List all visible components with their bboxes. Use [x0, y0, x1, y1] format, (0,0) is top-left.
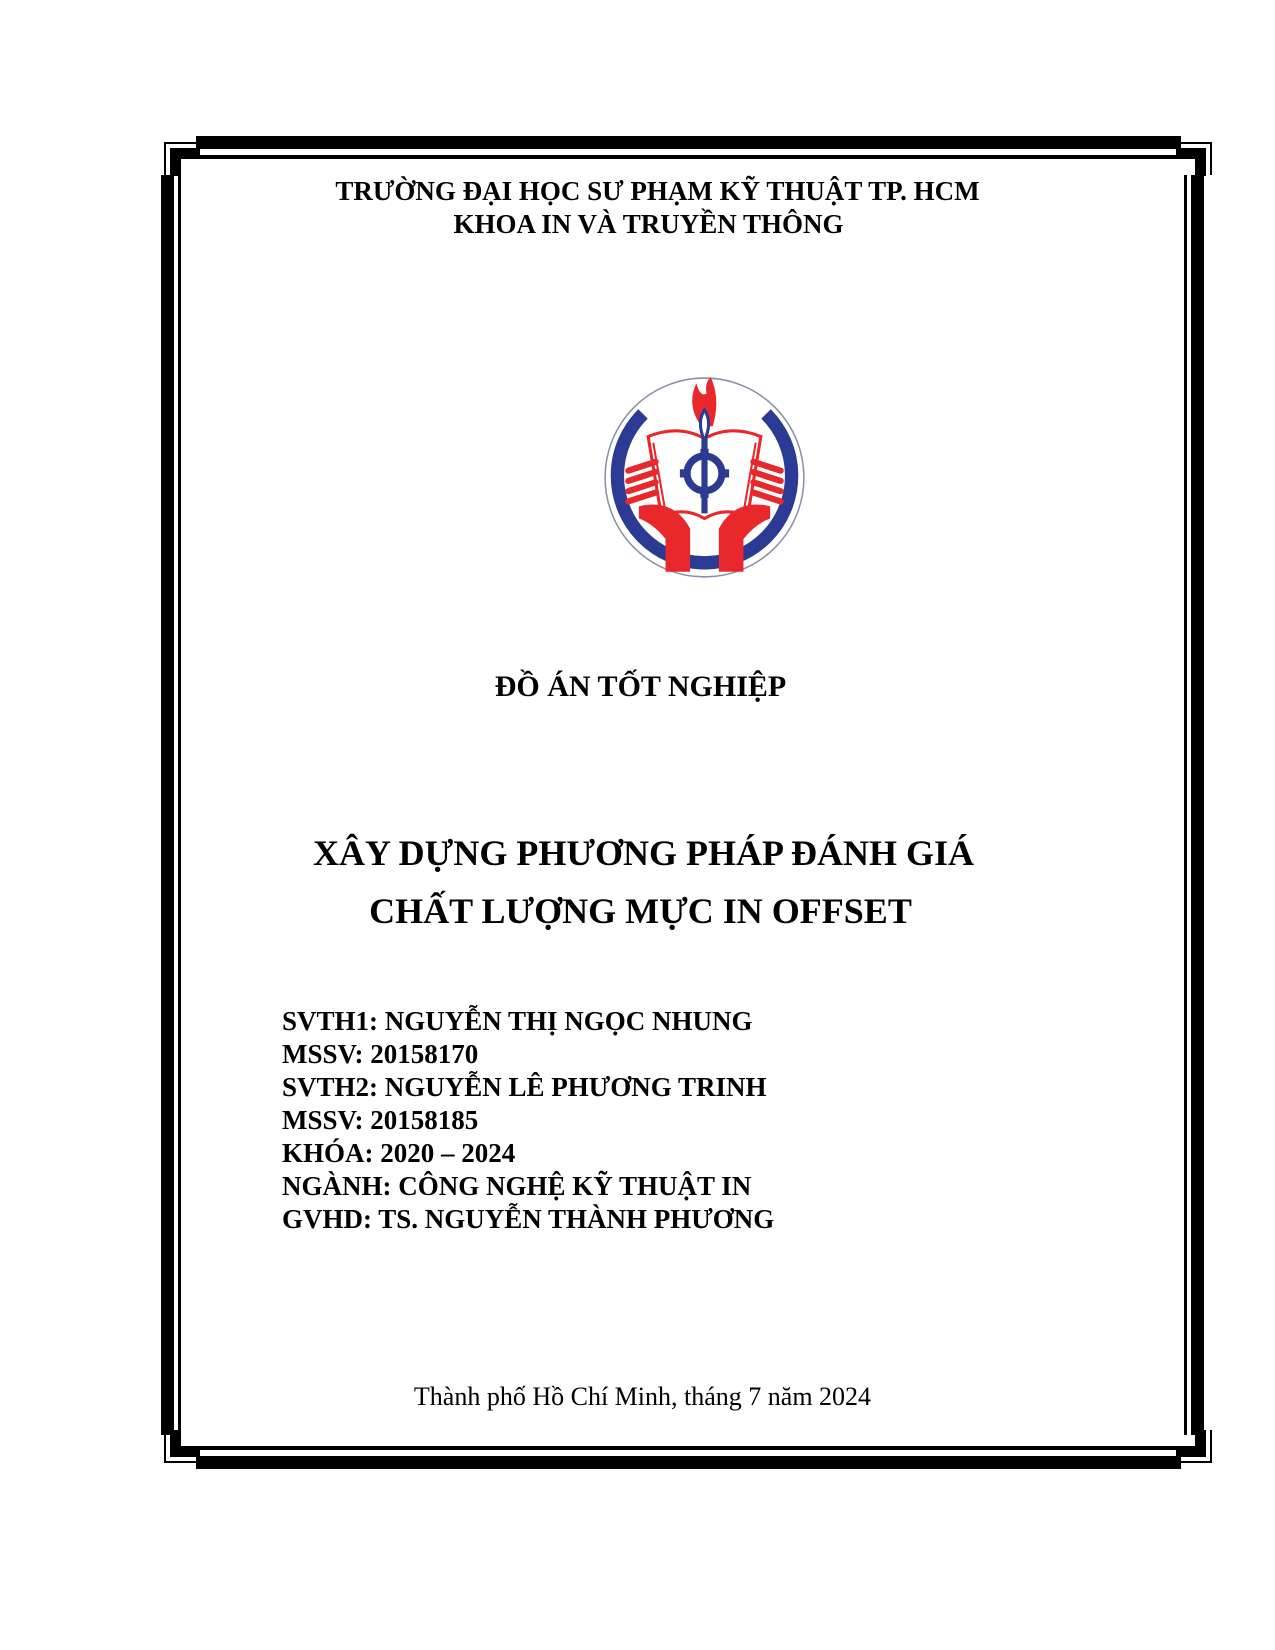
- student-info-block: [282, 1005, 774, 1236]
- university-logo: [602, 375, 807, 580]
- border-bottom-thin: [196, 1446, 1181, 1450]
- student-1-name: SVTH1: NGUYỄN THỊ NGỌC NHUNG: [282, 1006, 753, 1036]
- course-years: KHÓA: 2020 – 2024: [282, 1138, 516, 1168]
- border-corner-top-right-outline: [1180, 142, 1212, 175]
- place-and-date: Thành phố Hồ Chí Minh, tháng 7 năm 2024: [413, 1382, 872, 1411]
- university-name: TRƯỜNG ĐẠI HỌC SƯ PHẠM KỸ THUẬT TP. HCM: [335, 176, 980, 206]
- border-corner-bottom-left-outline: [164, 1430, 196, 1463]
- border-left-thin: [178, 175, 181, 1435]
- student-2-name: SVTH2: NGUYỄN LÊ PHƯƠNG TRINH: [282, 1072, 767, 1102]
- border-corner-top-left-outline: [164, 142, 196, 175]
- border-right-thin: [1184, 175, 1187, 1435]
- border-top-thick: [196, 136, 1181, 149]
- border-left-thick: [161, 175, 174, 1435]
- border-bottom-thick: [196, 1456, 1181, 1469]
- border-top-thin: [196, 155, 1181, 159]
- document-type-heading: ĐỒ ÁN TỐT NGHIỆP: [494, 670, 787, 703]
- student-2-id: MSSV: 20158185: [282, 1105, 479, 1135]
- thesis-title-line-1: XÂY DỰNG PHƯƠNG PHÁP ĐÁNH GIÁ: [313, 833, 974, 873]
- thesis-title-line-2: CHẤT LƯỢNG MỰC IN OFFSET: [369, 891, 912, 931]
- border-right-thick: [1191, 175, 1204, 1435]
- border-corner-bottom-right-outline: [1180, 1430, 1212, 1463]
- university-logo-icon: [602, 375, 807, 580]
- supervisor: GVHD: TS. NGUYỄN THÀNH PHƯƠNG: [282, 1204, 775, 1234]
- student-1-id: MSSV: 20158170: [282, 1039, 479, 1069]
- major: NGÀNH: CÔNG NGHỆ KỸ THUẬT IN: [282, 1171, 752, 1201]
- faculty-name: KHOA IN VÀ TRUYỀN THÔNG: [453, 209, 844, 239]
